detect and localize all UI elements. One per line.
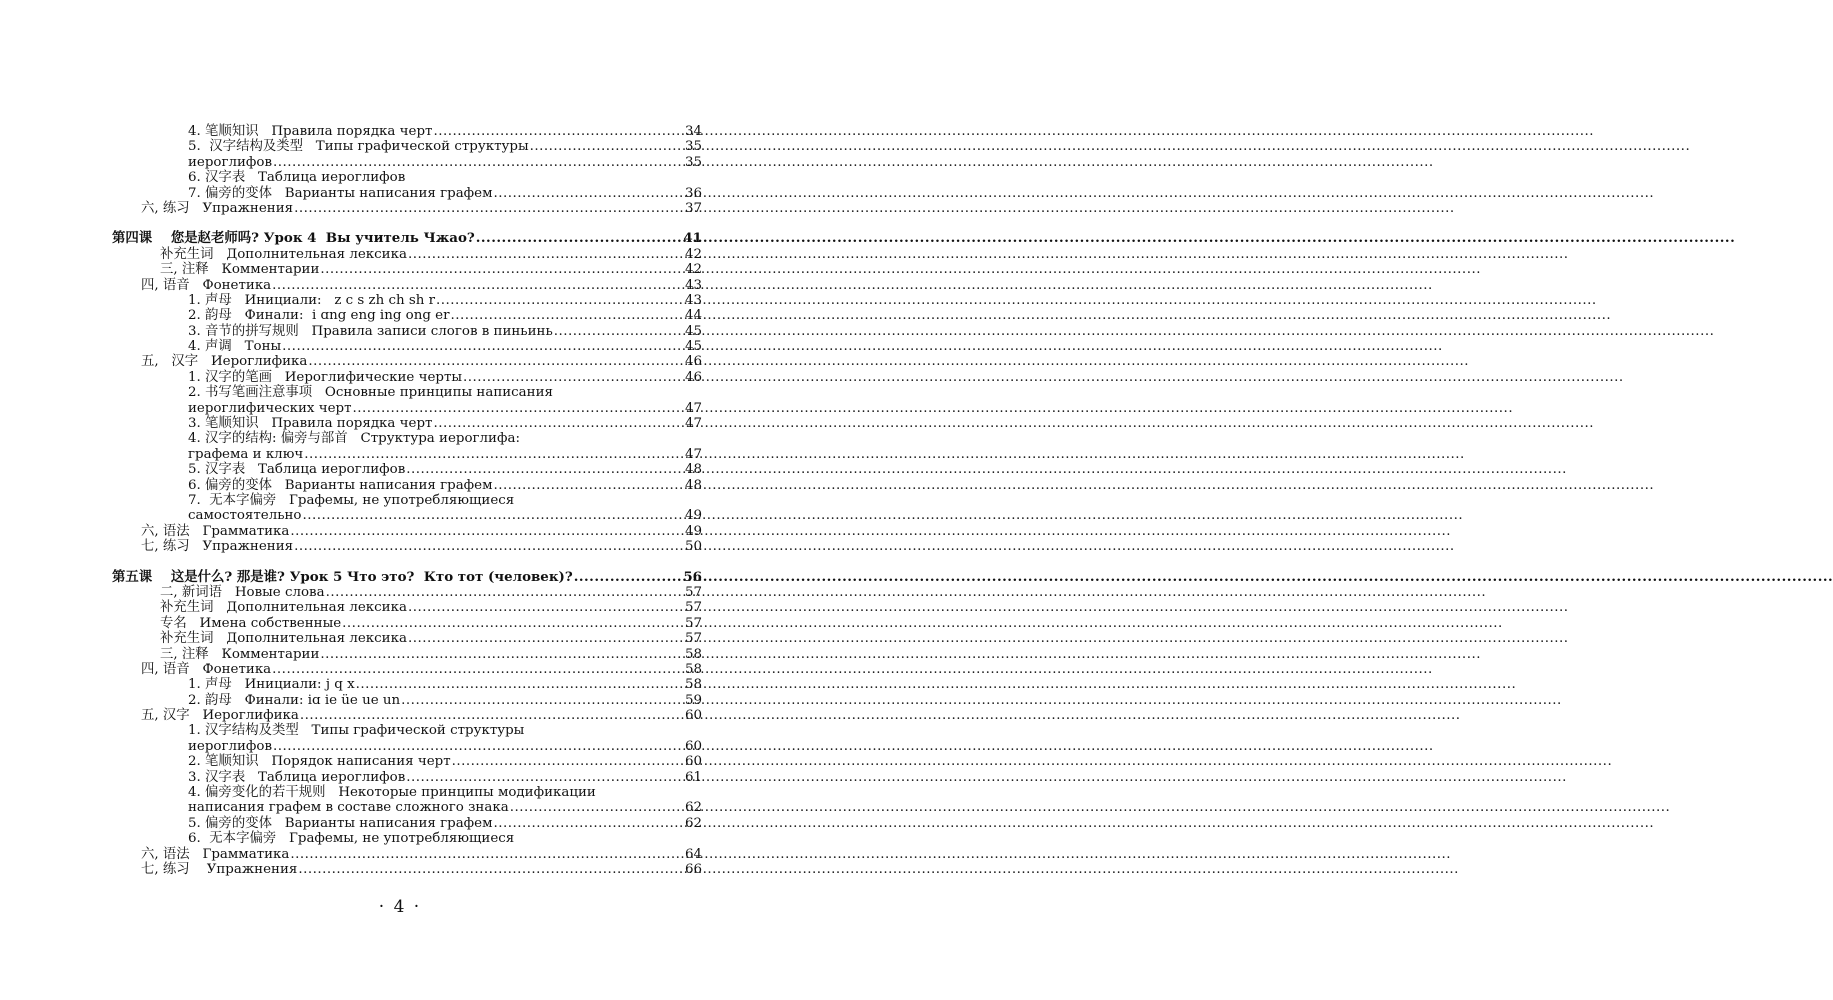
toc-lesson-heading[interactable] — [112, 231, 702, 246]
toc-leader-dots — [433, 124, 684, 139]
toc-entry-title: 第五课 这是什么? 那是谁? Урок 5 Что это? Кто тот (человек)? — [112, 568, 573, 585]
toc-entry[interactable] — [112, 862, 702, 877]
toc-leader-dots — [294, 201, 684, 216]
toc-leader-dots — [282, 339, 684, 354]
toc-page-number: 37 — [684, 200, 702, 216]
toc-entry[interactable] — [112, 431, 702, 446]
toc-entry-title: 1. 汉字结构及类型 Типы графической структуры — [188, 723, 525, 739]
toc-entry-title: 四, 语音 Фонетика — [141, 277, 272, 293]
toc-entry-title: 三, 注释 Комментарии — [160, 646, 320, 662]
toc-leader-dots — [451, 308, 684, 323]
section-gap — [112, 555, 702, 570]
toc-entry[interactable] — [112, 447, 702, 462]
toc-entry-title: 补充生词 Дополнительная лексика — [160, 631, 407, 647]
toc-leader-dots — [290, 524, 684, 539]
toc-page-number: 35 — [684, 154, 702, 170]
toc-leader-dots — [300, 708, 684, 723]
toc-entry-title: 三, 注释 Комментарии — [160, 262, 320, 278]
toc-leader-dots — [463, 370, 684, 385]
toc-entry[interactable] — [112, 155, 702, 170]
toc-leader-dots — [574, 570, 683, 585]
toc-entry-title: 五, 汉字 Иероглифика — [141, 354, 308, 370]
toc-page-number: 61 — [684, 769, 702, 785]
toc-page-number: 58 — [684, 677, 702, 693]
toc-leader-dots — [304, 447, 684, 462]
toc-leader-dots — [298, 862, 684, 877]
toc-entry[interactable] — [112, 754, 702, 769]
toc-page-number: 60 — [684, 738, 702, 754]
toc-entry[interactable] — [112, 186, 702, 201]
toc-entry-title: 七, 练习 Упражнения — [141, 861, 298, 877]
toc-entry-title: 5. 汉字表 Таблица иероглифов — [188, 462, 406, 478]
toc-leader-dots — [452, 754, 684, 769]
toc-page-number: 58 — [684, 646, 702, 662]
toc-entry-title: иероглифов — [188, 154, 273, 170]
toc-entry[interactable] — [112, 508, 702, 523]
toc-leader-dots — [290, 847, 684, 862]
toc-page-number: 47 — [684, 400, 702, 416]
toc-entry-title: написания графем в составе сложного знака — [188, 800, 509, 816]
toc-leader-dots — [476, 231, 683, 246]
toc-page-number: 49 — [684, 508, 702, 524]
toc-entry[interactable] — [112, 170, 702, 185]
toc-entry[interactable] — [112, 139, 702, 154]
toc-page-number: 59 — [684, 692, 702, 708]
toc-page-number: 45 — [684, 339, 702, 355]
toc-entry[interactable] — [112, 708, 702, 723]
toc-leader-dots — [436, 293, 684, 308]
toc-entry-title: 5. 汉字结构及类型 Типы графической структуры — [188, 139, 529, 155]
toc-entry[interactable] — [112, 600, 702, 615]
toc-page-number: 42 — [684, 262, 702, 278]
toc-page-number: 46 — [684, 354, 702, 370]
toc-entry[interactable] — [112, 262, 702, 277]
toc-entry-title: 2. 韵母 Финали: i ɑng eng ing ong er — [188, 308, 450, 324]
toc-entry[interactable] — [112, 293, 702, 308]
toc-page-number: 60 — [684, 754, 702, 770]
toc-entry-title: 补充生词 Дополнительная лексика — [160, 600, 407, 616]
toc-entry-title: иероглифических черт — [188, 400, 352, 416]
toc-leader-dots — [294, 539, 684, 554]
toc-leader-dots — [406, 770, 684, 785]
toc-entry-title: 5. 偏旁的变体 Варианты написания графем — [188, 815, 493, 831]
toc-page-number: 62 — [684, 800, 702, 816]
toc-page-number: 62 — [684, 815, 702, 831]
toc-page-number: 57 — [684, 600, 702, 616]
toc-entry-title: 2. 韵母 Финали: iɑ ie üe ue un — [188, 692, 401, 708]
toc-entry-title: 六, 练习 Упражнения — [141, 200, 294, 216]
toc-page-number: 41 — [683, 230, 702, 247]
toc-entry-title: 7. 无本字偏旁 Графемы, не употребляющиеся — [188, 492, 515, 508]
toc-entry[interactable] — [112, 478, 702, 493]
toc-entry-title: 3. 笔顺知识 Правила порядка черт — [188, 416, 433, 432]
toc-leader-dots — [408, 631, 684, 646]
toc-entry[interactable] — [112, 647, 702, 662]
toc-page-number: 58 — [684, 661, 702, 677]
toc-entry-title: 2. 书写笔画注意事项 Основные принципы написания — [188, 385, 553, 401]
toc-leader-dots — [530, 139, 684, 154]
toc-entry[interactable] — [112, 739, 702, 754]
toc-page-number: 49 — [684, 523, 702, 539]
toc-page-number: 47 — [684, 446, 702, 462]
toc-entry-title: 1. 声母 Инициали: z c s zh ch sh r — [188, 292, 436, 308]
toc-entry-title: 二, 新词语 Новые слова — [160, 584, 325, 600]
toc-leader-dots — [326, 585, 684, 600]
toc-entry[interactable] — [112, 201, 702, 216]
toc-leader-dots — [356, 677, 684, 692]
toc-entry-title: 2. 笔顺知识 Порядок написания черт — [188, 754, 451, 770]
toc-leader-dots — [510, 800, 684, 815]
toc-page-number: 43 — [684, 277, 702, 293]
toc-page-number: 66 — [684, 861, 702, 877]
toc-entry-title: 六, 语法 Грамматика — [141, 846, 290, 862]
toc-entry-title: 4. 笔顺知识 Правила порядка черт — [188, 124, 433, 139]
toc-entry-title: 4. 偏旁变化的若干规则 Некоторые принципы модификации — [188, 785, 596, 801]
toc-page-number: 42 — [684, 246, 702, 262]
toc-page-number: 45 — [684, 323, 702, 339]
toc-entry-title: 1. 声母 Инициали: j q x — [188, 677, 355, 693]
toc-entry[interactable] — [112, 770, 702, 785]
toc-leader-dots — [272, 662, 684, 677]
toc-entry[interactable] — [112, 354, 702, 369]
toc-entry[interactable] — [112, 370, 702, 385]
toc-entry[interactable] — [112, 339, 702, 354]
toc-entry-title: 6. 汉字表 Таблица иероглифов — [188, 170, 406, 186]
toc-page-number: 60 — [684, 708, 702, 724]
toc-entry[interactable] — [112, 800, 702, 815]
toc-entry[interactable] — [112, 585, 702, 600]
toc-entry-title: иероглифов — [188, 738, 273, 754]
toc-page-number: 57 — [684, 615, 702, 631]
toc-page-number: 36 — [684, 185, 702, 201]
toc-entry[interactable] — [112, 616, 702, 631]
toc-entry-title: 6. 偏旁的变体 Варианты написания графем — [188, 477, 493, 493]
toc-entry[interactable] — [112, 677, 702, 692]
toc-entry-title: 七, 练习 Упражнения — [141, 539, 294, 555]
toc-leader-dots — [494, 478, 684, 493]
toc-page-number: 35 — [684, 139, 702, 155]
toc-entry-title: 6. 无本字偏旁 Графемы, не употребляющиеся — [188, 831, 515, 847]
toc-entry[interactable] — [112, 631, 702, 646]
toc-entry-title: 四, 语音 Фонетика — [141, 661, 272, 677]
toc-entry[interactable] — [112, 416, 702, 431]
toc-page-number: 34 — [684, 124, 702, 139]
toc-page-number: 46 — [684, 369, 702, 385]
toc-lesson-heading[interactable] — [112, 570, 702, 585]
toc-entry[interactable] — [112, 662, 702, 677]
toc-leader-dots — [401, 693, 684, 708]
toc-entry[interactable] — [112, 278, 702, 293]
toc-entry[interactable] — [112, 723, 702, 738]
toc-page-number: 50 — [684, 539, 702, 555]
toc-entry-title: графема и ключ — [188, 446, 304, 462]
toc-leader-dots — [273, 739, 684, 754]
toc-page-number: 44 — [684, 308, 702, 324]
toc-page-number: 47 — [684, 416, 702, 432]
toc-page-number: 56 — [683, 568, 702, 585]
toc-entry-title: 4. 汉字的结构: 偏旁与部首 Структура иероглифа: — [188, 431, 520, 447]
toc-leader-dots — [320, 262, 684, 277]
toc-entry-title: 1. 汉字的笔画 Иероглифические черты — [188, 369, 463, 385]
toc-entry[interactable] — [112, 693, 702, 708]
toc-entry-title: 4. 声调 Тоны — [188, 339, 282, 355]
toc-leader-dots — [352, 401, 683, 416]
toc-page-number: 48 — [684, 462, 702, 478]
toc-entry[interactable] — [112, 385, 702, 400]
toc-page-number: 43 — [684, 292, 702, 308]
toc-entry[interactable] — [112, 493, 702, 508]
toc-leader-dots — [342, 616, 684, 631]
toc-leader-dots — [494, 186, 684, 201]
toc-entry[interactable] — [112, 462, 702, 477]
toc-leader-dots — [273, 155, 684, 170]
toc-entry-title: 第四课 您是赵老师吗? Урок 4 Вы учитель Чжао? — [112, 230, 475, 247]
toc-entry[interactable] — [112, 524, 702, 539]
toc-leader-dots — [272, 278, 684, 293]
toc-leader-dots — [408, 247, 684, 262]
toc-entry[interactable] — [112, 308, 702, 323]
toc-leader-dots — [554, 324, 684, 339]
toc-leader-dots — [408, 600, 684, 615]
toc-entry[interactable] — [112, 401, 702, 416]
toc-entry-title: самостоятельно — [188, 508, 302, 524]
toc-leader-dots — [320, 647, 684, 662]
toc-leader-dots — [308, 354, 684, 369]
toc-entry-title: 补充生词 Дополнительная лексика — [160, 246, 407, 262]
toc-page-number: 64 — [684, 846, 702, 862]
toc-leader-dots — [406, 462, 684, 477]
toc-leader-dots — [303, 508, 684, 523]
toc-entry-title: 7. 偏旁的变体 Варианты написания графем — [188, 185, 493, 201]
toc-leader-dots — [494, 816, 684, 831]
toc-entry[interactable] — [112, 539, 702, 554]
toc-entry-title: 五, 汉字 Иероглифика — [141, 708, 299, 724]
table-of-contents — [112, 124, 702, 877]
toc-page-number: 57 — [684, 631, 702, 647]
toc-entry[interactable] — [112, 324, 702, 339]
toc-entry-title: 3. 音节的拼写规则 Правила записи слогов в пиньинь — [188, 323, 553, 339]
toc-entry-title: 专名 Имена собственные — [160, 615, 342, 631]
toc-entry-title: 3. 汉字表 Таблица иероглифов — [188, 769, 406, 785]
toc-entry[interactable] — [112, 785, 702, 800]
toc-page-number: 57 — [684, 584, 702, 600]
toc-entry[interactable] — [112, 124, 702, 139]
toc-leader-dots — [433, 416, 684, 431]
toc-entry[interactable] — [112, 831, 702, 846]
page-number: · 4 · — [378, 897, 422, 917]
toc-entry[interactable] — [112, 247, 702, 262]
toc-entry[interactable] — [112, 816, 702, 831]
toc-entry[interactable] — [112, 847, 702, 862]
toc-page-number: 48 — [684, 477, 702, 493]
toc-entry-title: 六, 语法 Грамматика — [141, 523, 290, 539]
